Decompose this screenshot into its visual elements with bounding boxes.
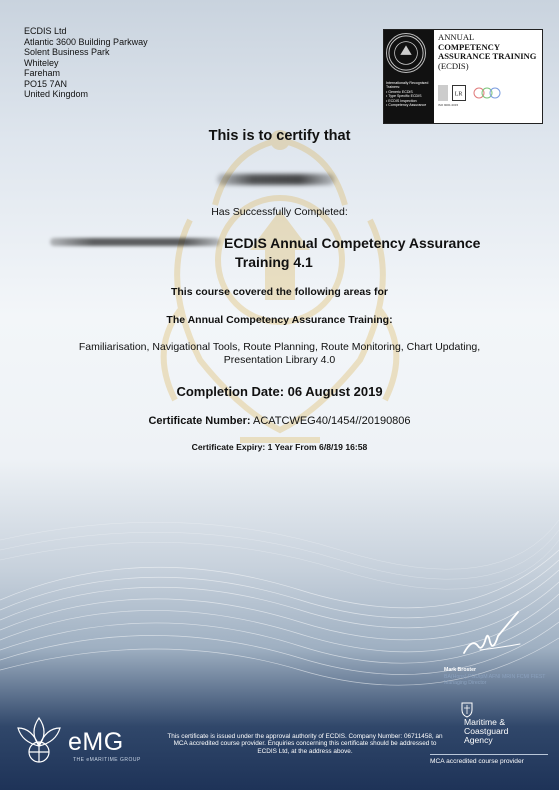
address-line: ECDIS Ltd: [24, 26, 67, 36]
badge-title-panel: [434, 30, 542, 123]
training-areas: Familiarisation, Navigational Tools, Route Planning, Route Monitoring, Chart Updating, Presentation Library 4.0: [78, 341, 481, 366]
signatory-role: Managing Director: [444, 680, 487, 687]
badge-small-line: Trainers:: [386, 85, 401, 90]
badge-title-line: ANNUAL: [438, 32, 475, 42]
iso-text: ISO 9001:2015: [438, 103, 459, 108]
badge-small-line: • ECDIS Inspection: [386, 98, 417, 103]
course-title-line2: Training 4.1: [235, 254, 313, 270]
address-line: Fareham: [24, 68, 61, 78]
badge-title: [438, 33, 538, 71]
mca-name-line: Coastguard: [464, 726, 509, 737]
mca-name: [464, 718, 508, 746]
footer-statement: This certificate is issued under the approval authority of ECDIS. Company Number: 06711458, an MCA accredited course provider. Enquiries concerning this certificate should be addressed to ECDIS Ltd, at the address above.: [167, 733, 443, 755]
emg-subtitle: THE eMARITIME GROUP: [73, 757, 141, 763]
course-title-line1: ECDIS Annual Competency Assurance: [224, 235, 481, 251]
svg-text:LR: LR: [454, 91, 463, 98]
mca-provider-label: MCA accredited course provider: [430, 754, 548, 765]
mca-name-line: Agency: [464, 735, 493, 746]
certificate-number: [0, 415, 559, 427]
completed-label: Has Successfully Completed:: [211, 206, 348, 218]
mca-crest-icon: [459, 701, 475, 718]
signature-image: [458, 608, 528, 663]
address-line: Whiteley: [24, 57, 59, 68]
covered-label: This course covered the following areas for: [170, 286, 389, 298]
badge-logos: [438, 85, 538, 101]
issuer-address: [24, 26, 148, 100]
completion-date: Completion Date: 06 August 2019: [176, 384, 383, 399]
address-line: Solent Business Park: [24, 47, 110, 57]
training-title: The Annual Competency Assurance Training:: [166, 314, 393, 326]
address-line: PO15 7AN: [24, 78, 68, 89]
course-prefix-redacted: [50, 238, 220, 246]
lloyds-register-icon: [452, 85, 466, 101]
badge-small-text: [386, 81, 432, 107]
badge-small-line: Internationally Recognised: [386, 81, 429, 85]
certificate-expiry: Certificate Expiry: 1 Year From 6/8/19 16:58: [191, 442, 368, 452]
emg-lotus-logo-icon: [14, 712, 64, 767]
emg-brand: eMG: [68, 728, 124, 756]
accreditation-badge: [383, 29, 543, 124]
badge-title-line: COMPETENCY: [438, 41, 501, 52]
recipient-name-redacted: [217, 174, 335, 185]
cert-mark-icon: [438, 85, 448, 101]
signatory-credentials: BA(Hons) PGDipM AFNI MRIN FCMI FIEST: [444, 673, 546, 680]
signatory-name: Mark Broster: [444, 667, 477, 673]
address-line: United Kingdom: [24, 89, 89, 99]
badge-title-line: ASSURANCE TRAINING: [438, 51, 537, 62]
certify-heading: This is to certify that: [208, 128, 351, 144]
certificate-number-value: ACATCWEG40/1454//20190806: [252, 415, 411, 427]
badge-small-line: • Type Specific ECDIS: [386, 94, 422, 99]
mca-name-line: Maritime &: [464, 717, 506, 727]
rings-logo-icon: [470, 85, 504, 101]
certificate-number-label: Certificate Number:: [148, 415, 251, 427]
badge-title-line: (ECDIS): [438, 60, 469, 71]
badge-small-line: • Generic ECDIS: [386, 89, 413, 94]
badge-small-line: • Competency Assurance: [386, 103, 427, 108]
ecdis-seal-icon: [386, 33, 426, 73]
address-line: Atlantic 3600 Building Parkway: [24, 36, 148, 47]
badge-seal-panel: [384, 30, 434, 123]
signatory-block: [444, 667, 545, 687]
